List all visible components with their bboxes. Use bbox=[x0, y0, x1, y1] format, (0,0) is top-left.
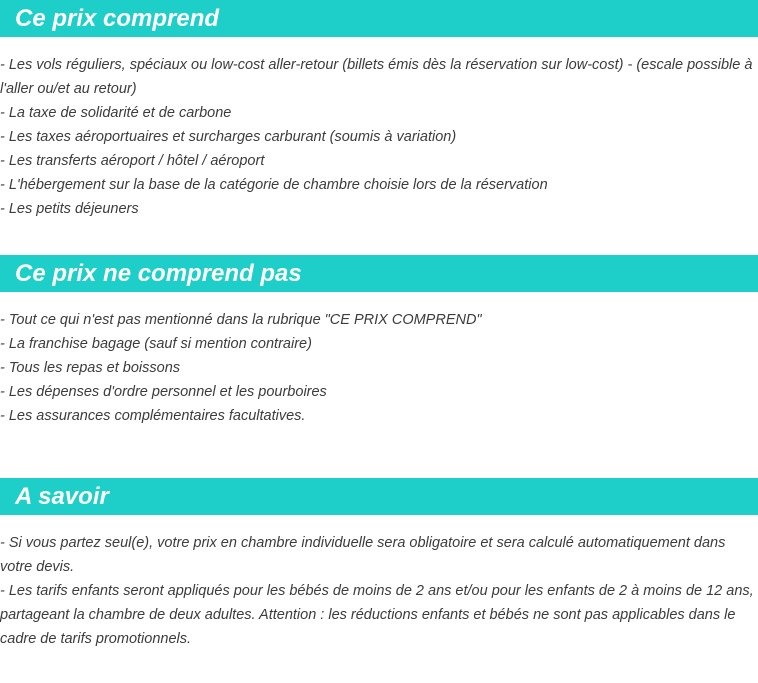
list-item: - La franchise bagage (sauf si mention contraire) bbox=[0, 336, 312, 352]
list-item: - Tous les repas et boissons bbox=[0, 360, 181, 376]
list-item: - Les vols réguliers, spéciaux ou low-cost aller-retour (billets émis dès la réservation sur low-cost) - (escale possible à l'aller ou/et au retour) bbox=[0, 57, 753, 97]
section-ce-prix-comprend bbox=[0, 0, 758, 255]
section-title: Ce prix ne comprend pas bbox=[15, 259, 302, 287]
section-header bbox=[0, 255, 758, 292]
section-body bbox=[0, 37, 758, 255]
section-a-savoir bbox=[0, 478, 758, 651]
section-body bbox=[0, 292, 758, 478]
list-item: - Les petits déjeuners bbox=[0, 201, 139, 217]
list-item: - Les transferts aéroport / hôtel / aéroport bbox=[0, 153, 265, 169]
list-item: - L'hébergement sur la base de la catégorie de chambre choisie lors de la réservation bbox=[0, 177, 548, 193]
section-header bbox=[0, 0, 758, 37]
list-item: - Tout ce qui n'est pas mentionné dans la rubrique "CE PRIX COMPREND" bbox=[0, 312, 482, 328]
list-item: - Les tarifs enfants seront appliqués pour les bébés de moins de 2 ans et/ou pour les enfants de 2 à moins de 12 ans, partageant la chambre de deux adultes. Attention : les réductions enfants et bébés ne sont pas applicables dans le cadre de tarifs promotionnels. bbox=[0, 583, 754, 647]
section-body bbox=[0, 515, 758, 651]
list-item: - Les taxes aéroportuaires et surcharges carburant (soumis à variation) bbox=[0, 129, 457, 145]
section-title: A savoir bbox=[15, 482, 109, 510]
section-title: Ce prix comprend bbox=[15, 4, 220, 32]
list-item: - Si vous partez seul(e), votre prix en chambre individuelle sera obligatoire et sera calculé automatiquement dans votre devis. bbox=[0, 535, 726, 575]
list-item: - La taxe de solidarité et de carbone bbox=[0, 105, 232, 121]
section-ce-prix-ne-comprend-pas bbox=[0, 255, 758, 478]
section-header bbox=[0, 478, 758, 515]
list-item: - Les assurances complémentaires facultatives. bbox=[0, 408, 306, 424]
list-item: - Les dépenses d'ordre personnel et les pourboires bbox=[0, 384, 327, 400]
